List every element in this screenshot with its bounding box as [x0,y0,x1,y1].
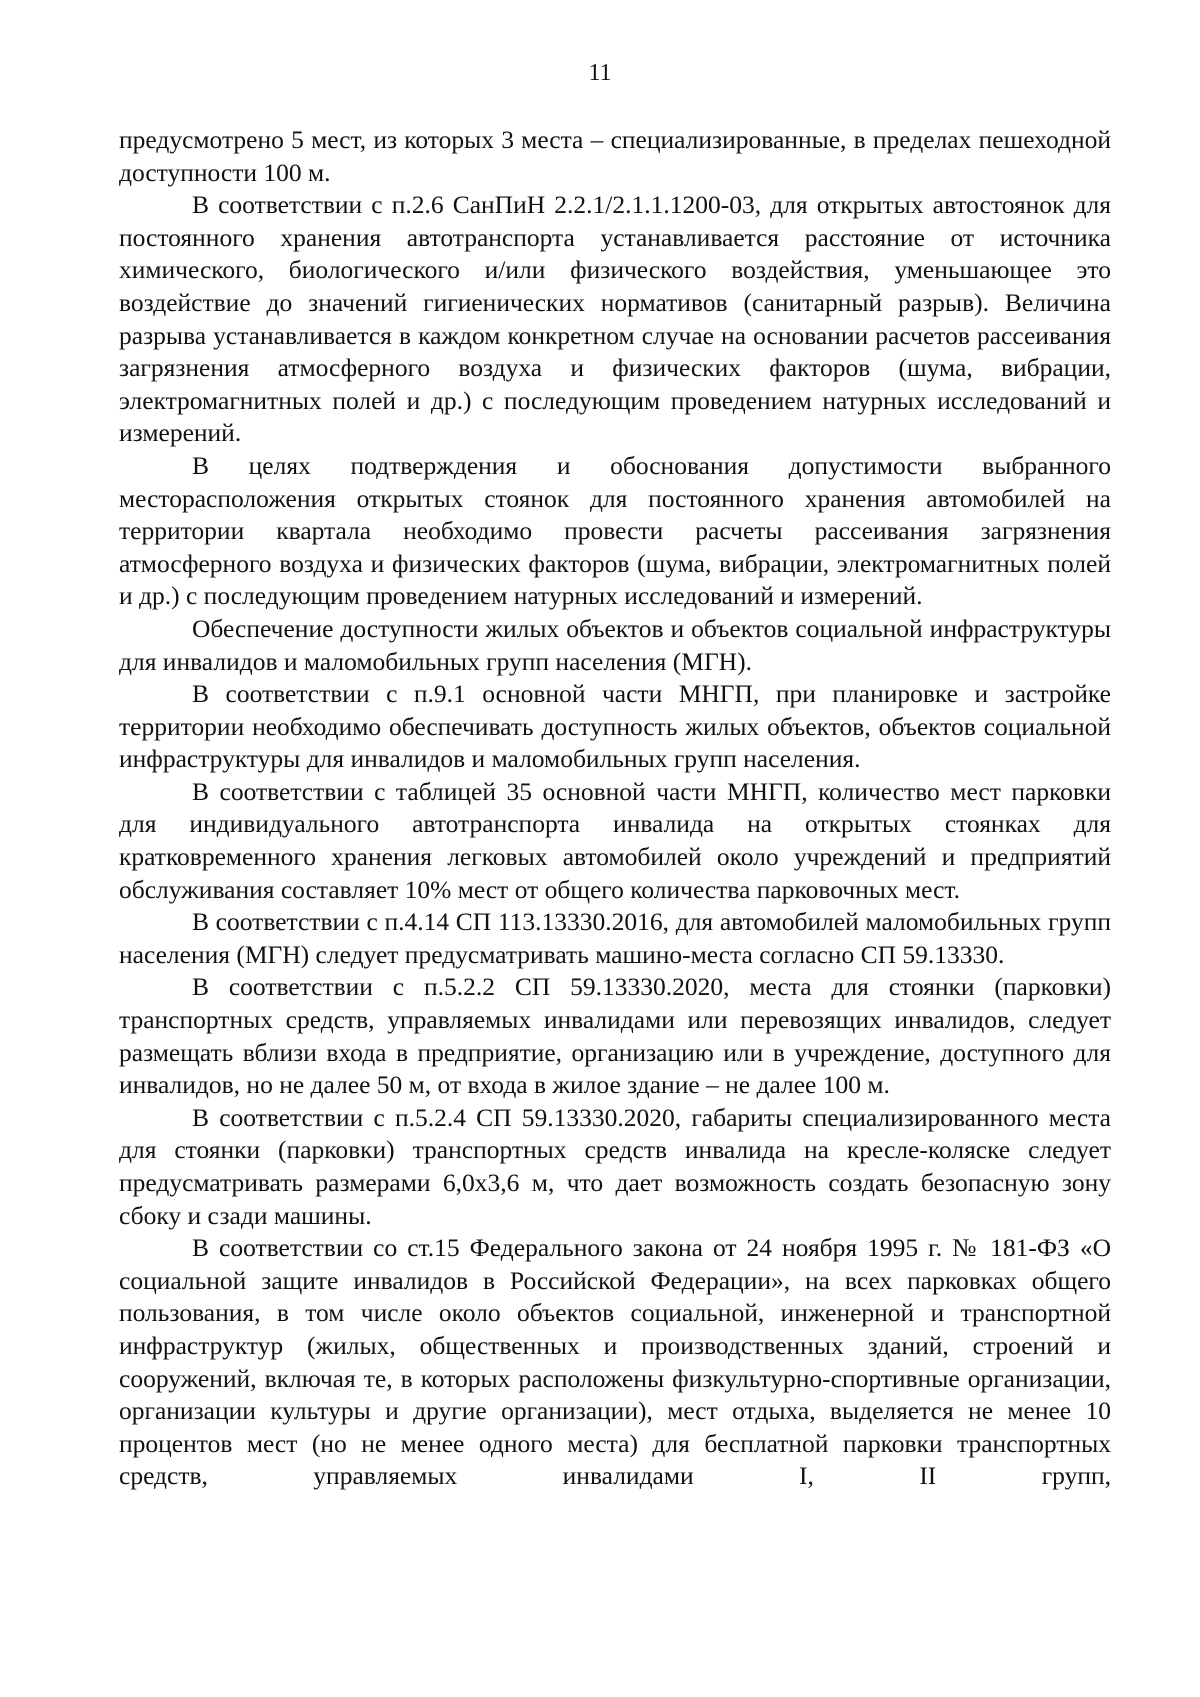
paragraph-6: В соответствии с таблицей 35 основной части МНГП, количество мест парковки для индивидуального автотранспорта инвалида на открытых стоянках для кратковременного хранения легковых автомобилей около учреждений и предприятий обслуживания составляет 10% мест от общего количества парковочных мест. [119,776,1111,904]
paragraph-9: В соответствии с п.5.2.4 СП 59.13330.2020, габариты специализированного места для стоянки (парковки) транспортных средств инвалида на кресле-коляске следует предусматривать размерами 6,0х3,6 м, что дает возможность создать безопасную зону сбоку и сзади машины. [119,1102,1111,1230]
paragraph-4: Обеспечение доступности жилых объектов и объектов социальной инфраструктуры для инвалидов и маломобильных групп населения (МГН). [119,613,1111,676]
paragraph-8: В соответствии с п.5.2.2 СП 59.13330.2020, места для стоянки (парковки) транспортных средств, управляемых инвалидами или перевозящих инвалидов, следует размещать вблизи входа в предприятие, организацию или в учреждение, доступного для инвалидов, но не далее 50 м, от входа в жилое здание – не далее 100 м. [119,972,1111,1100]
paragraph-10: В соответствии со ст.15 Федерального закона от 24 ноября 1995 г. № 181-ФЗ «О социальной защите инвалидов в Российской Федерации», на всех парковках общего пользования, в том числе около объектов социальной, инженерной и транспортной инфраструктур (жилых, общественных и производственных зданий, строений и сооружений, включая те, в которых расположены физкультурно-спортивные организации, организации культуры и другие организации), мест отдыха, выделяется не менее 10 процентов мест (но не менее одного места) для бесплатной парковки транспортных средств, управляемых инвалидами I, II групп, [119,1233,1111,1491]
paragraph-2: В соответствии с п.2.6 СанПиН 2.2.1/2.1.1.1200-03, для открытых автостоянок для постоянного хранения автотранспорта устанавливается расстояние от источника химического, биологического и/или физического воздействия, уменьшающее это воздействие до значений гигиенических нормативов (санитарный разрыв). Величина разрыва устанавливается в каждом конкретном случае на основании расчетов рассеивания загрязнения атмосферного воздуха и физических факторов (шума, вибрации, электромагнитных полей и др.) с последующим проведением натурных исследований и измерений. [119,190,1111,448]
paragraph-1: предусмотрено 5 мест, из которых 3 места – специализированные, в пределах пешеходной доступности 100 м. [119,125,1111,187]
paragraph-5: В соответствии с п.9.1 основной части МНГП, при планировке и застройке территории необходимо обеспечивать доступность жилых объектов, объектов социальной инфраструктуры для инвалидов и маломобильных групп населения. [119,679,1111,774]
document-body [119,124,1111,1493]
paragraph-3: В целях подтверждения и обоснования допустимости выбранного месторасположения открытых стоянок для постоянного хранения автомобилей на территории квартала необходимо провести расчеты рассеивания загрязнения атмосферного воздуха и физических факторов (шума, вибрации, электромагнитных полей и др.) с последующим проведением натурных исследований и измерений. [119,450,1111,611]
page-number: 11 [588,60,612,86]
paragraph-7: В соответствии с п.4.14 СП 113.13330.2016, для автомобилей маломобильных групп населения (МГН) следует предусматривать машино-места согласно СП 59.13330. [119,907,1111,969]
